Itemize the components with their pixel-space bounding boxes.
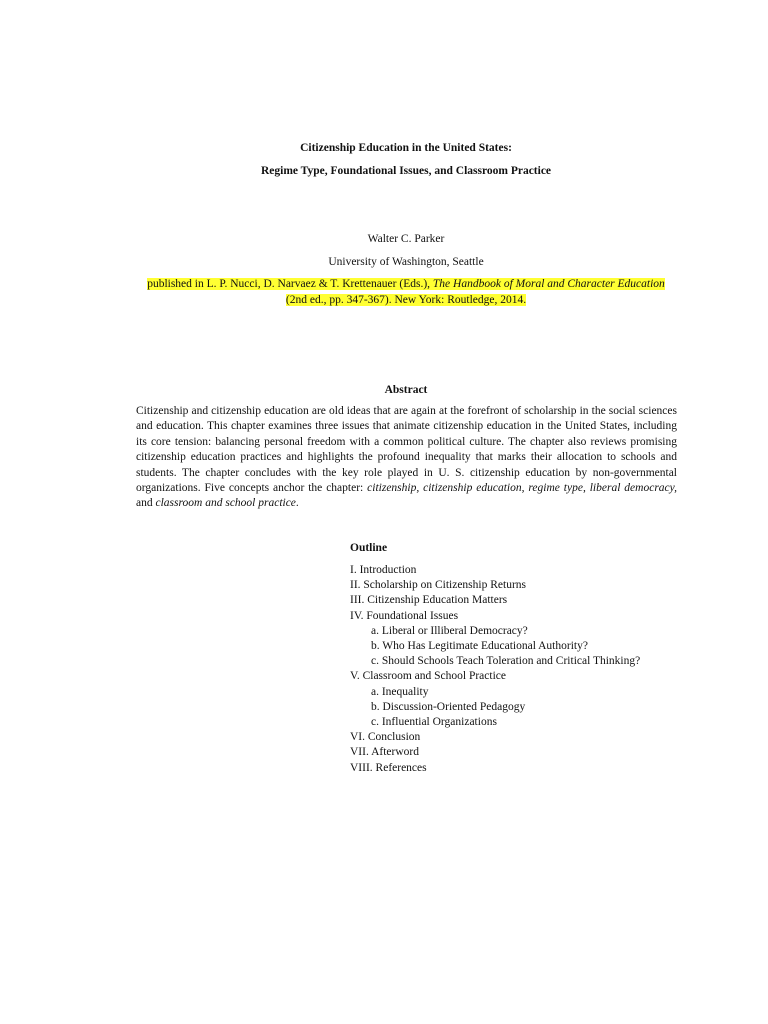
abstract-last-concept: classroom and school practice — [155, 497, 296, 510]
outline-subitem: b. Who Has Legitimate Educational Authority? — [371, 640, 588, 653]
abstract-text: Citizenship and citizenship education are old ideas that are again at the forefront of scholarship in the social sciences and education. This chapter examines three issues that animate citizenship education in the United States, including its core tension: balancing personal freedom with a common political culture. The chapter also reviews promising citizenship education practices and highlights the profound inequality that marks their allocation to schools and students. The chapter concludes with the key role played in U. S. citizenship education by non-governmental organizations. Five concepts anchor the chapter: — [136, 405, 677, 495]
publication-citation — [140, 277, 672, 308]
outline-item: III. Citizenship Education Matters — [350, 594, 508, 607]
publication-prefix: published in L. P. Nucci, D. Narvaez & T. Krettenauer (Eds.), — [147, 278, 433, 290]
outline-subitem: c. Should Schools Teach Toleration and Critical Thinking? — [371, 655, 641, 668]
outline-list — [350, 563, 645, 776]
outline-subitem: c. Influential Organizations — [371, 716, 497, 729]
outline-item: V. Classroom and School Practice — [350, 670, 506, 683]
publication-suffix: (2nd ed., pp. 347-367). New York: Routledge, 2014. — [285, 293, 527, 306]
outline-subitem: a. Inequality — [371, 685, 429, 698]
abstract-end: . — [295, 497, 299, 510]
outline-item: IV. Foundational Issues — [350, 609, 459, 622]
outline-item: VIII. References — [350, 761, 427, 774]
publication-book-title: The Handbook of Moral and Character Education — [432, 278, 665, 290]
abstract-heading: Abstract — [384, 384, 428, 396]
abstract-and: and — [136, 497, 156, 510]
author-name: Walter C. Parker — [367, 233, 445, 245]
abstract-paragraph — [136, 404, 677, 512]
outline-item: VI. Conclusion — [350, 731, 421, 744]
title-line-2: Regime Type, Foundational Issues, and Classroom Practice — [260, 165, 552, 177]
outline-item: II. Scholarship on Citizenship Returns — [350, 579, 526, 592]
outline-subitem: b. Discussion-Oriented Pedagogy — [371, 700, 526, 713]
title-line-1: Citizenship Education in the United States: — [300, 142, 512, 154]
outline-heading: Outline — [350, 542, 388, 554]
author-affiliation: University of Washington, Seattle — [328, 256, 484, 268]
outline-subitem: a. Liberal or Illiberal Democracy? — [371, 624, 528, 637]
abstract-concepts: citizenship, citizenship education, regime type, liberal democracy, — [367, 482, 677, 495]
outline-item: VII. Afterword — [350, 746, 419, 759]
outline-item: I. Introduction — [350, 564, 417, 576]
